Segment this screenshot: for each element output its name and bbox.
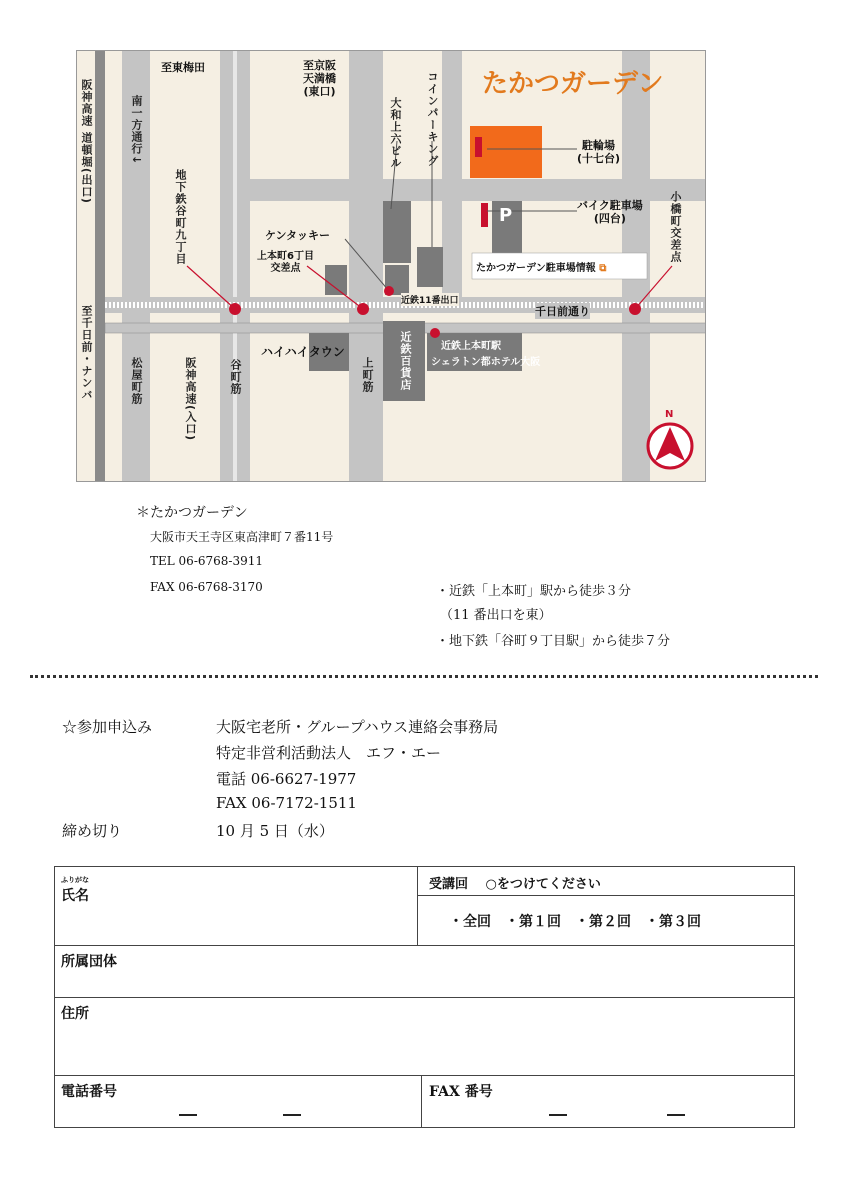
access-kintetsu: ・近鉄「上本町」駅から徒歩３分 [436,584,632,599]
map-label-haihai: ハイハイタウン [261,345,345,359]
map-label-exit11: 近鉄11番出口 [401,293,459,306]
phone-divider [421,1075,422,1128]
access-subway: ・地下鉄「谷町９丁目駅」から徒歩７分 [436,634,671,649]
map-logo: たかつガーデン [482,69,664,99]
venue-name: ＊たかつガーデン [136,505,248,521]
map-label-hanshin-exit: 阪神高速 道頓堀(出口) [80,79,93,204]
access-kintetsu-exit: （11 番出口を東） [440,608,552,623]
map-label-daiwa: 大和上六ビル [389,97,402,169]
map-label-hanshin-entrance: 阪神高速(入口) [184,357,197,442]
parking-info-label: たかつガーデン駐車場情報 [476,263,596,274]
address-field[interactable]: 住所 [61,1006,89,1022]
session-options[interactable]: ・全回 ・第１回 ・第２回 ・第３回 [449,914,701,930]
external-link-icon: ⧉ [599,263,607,274]
map-label-kobashi: 小橋町交差点 [669,191,682,263]
phone-dash-1 [179,1114,197,1116]
deadline-label: 締め切り [62,822,123,840]
row-divider-1 [55,945,795,946]
row-divider-2 [55,997,795,998]
map-label-kintetsu-station: 近鉄上本町駅 [441,341,501,352]
map-parking-info[interactable] [476,259,606,274]
session-header: 受講回 ○をつけてください [429,877,601,892]
map-label-uemachi-suji: 上町筋 [361,357,374,393]
map-label-sennichimae: 千日前通り [535,305,590,318]
phone-dash-2 [283,1114,301,1116]
deadline-date: 10 月 5 日（水） [216,822,334,840]
fax-dash-1 [549,1114,567,1116]
registration-form [54,866,795,1128]
name-divider [417,867,418,945]
map-parking-p: P [499,205,513,226]
application-org2: 特定非営利活動法人 エフ・エー [216,744,442,762]
venue-address: 大阪市天王寺区東高津町７番11号 [150,530,334,544]
map-label-umeda: 至東梅田 [161,61,205,74]
venue-tel: TEL 06-6768-3911 [150,554,264,568]
map-label-coin-parking: コインパーキング [426,71,439,167]
application-org1: 大阪宅老所・グループハウス連絡会事務局 [216,718,499,736]
map-label-kintetsu-dept: 近鉄百貨店 [399,331,412,391]
application-fax: FAX 06-7172-1511 [216,794,357,812]
furigana-label: ふりがな [61,876,89,884]
map-label-tanimachi9: 地下鉄谷町九丁目 [174,169,187,265]
map-label-uehonmachi6: 上本町6丁目 交差点 [257,251,314,274]
map-label-minami-oneway: 南一方通行↓ [130,95,143,166]
fax-field[interactable]: FAX 番号 [429,1084,493,1100]
map-label-sheraton: シェラトン都ホテル大阪 [431,357,541,368]
fax-dash-2 [667,1114,685,1116]
application-phone: 電話 06-6627-1977 [216,770,357,788]
access-map [76,50,706,482]
affiliation-field[interactable]: 所属団体 [61,954,117,970]
row-divider-3 [55,1075,795,1076]
map-north-label: N [665,409,674,420]
venue-fax: FAX 06-6768-3170 [150,580,263,594]
phone-field[interactable]: 電話番号 [61,1084,117,1100]
cut-line [30,675,818,678]
map-label-keihan: 至京阪 天満橋 (東口) [303,59,336,98]
map-label-tanimachi-suji: 谷町筋 [229,359,242,395]
map-label-bicycle: 駐輪場 (十七台) [577,139,621,165]
map-label-matsuyamachi: 松屋町筋 [130,357,143,405]
map-label-to-namba: 至千日前・ナンバ [80,305,93,401]
name-field[interactable]: 氏名 [61,888,89,904]
application-label: ☆参加申込み [62,718,153,736]
map-label-bike: バイク駐車場 (四台) [577,199,643,225]
session-divider [417,895,795,896]
map-label-kentucky: ケンタッキー [265,229,331,242]
